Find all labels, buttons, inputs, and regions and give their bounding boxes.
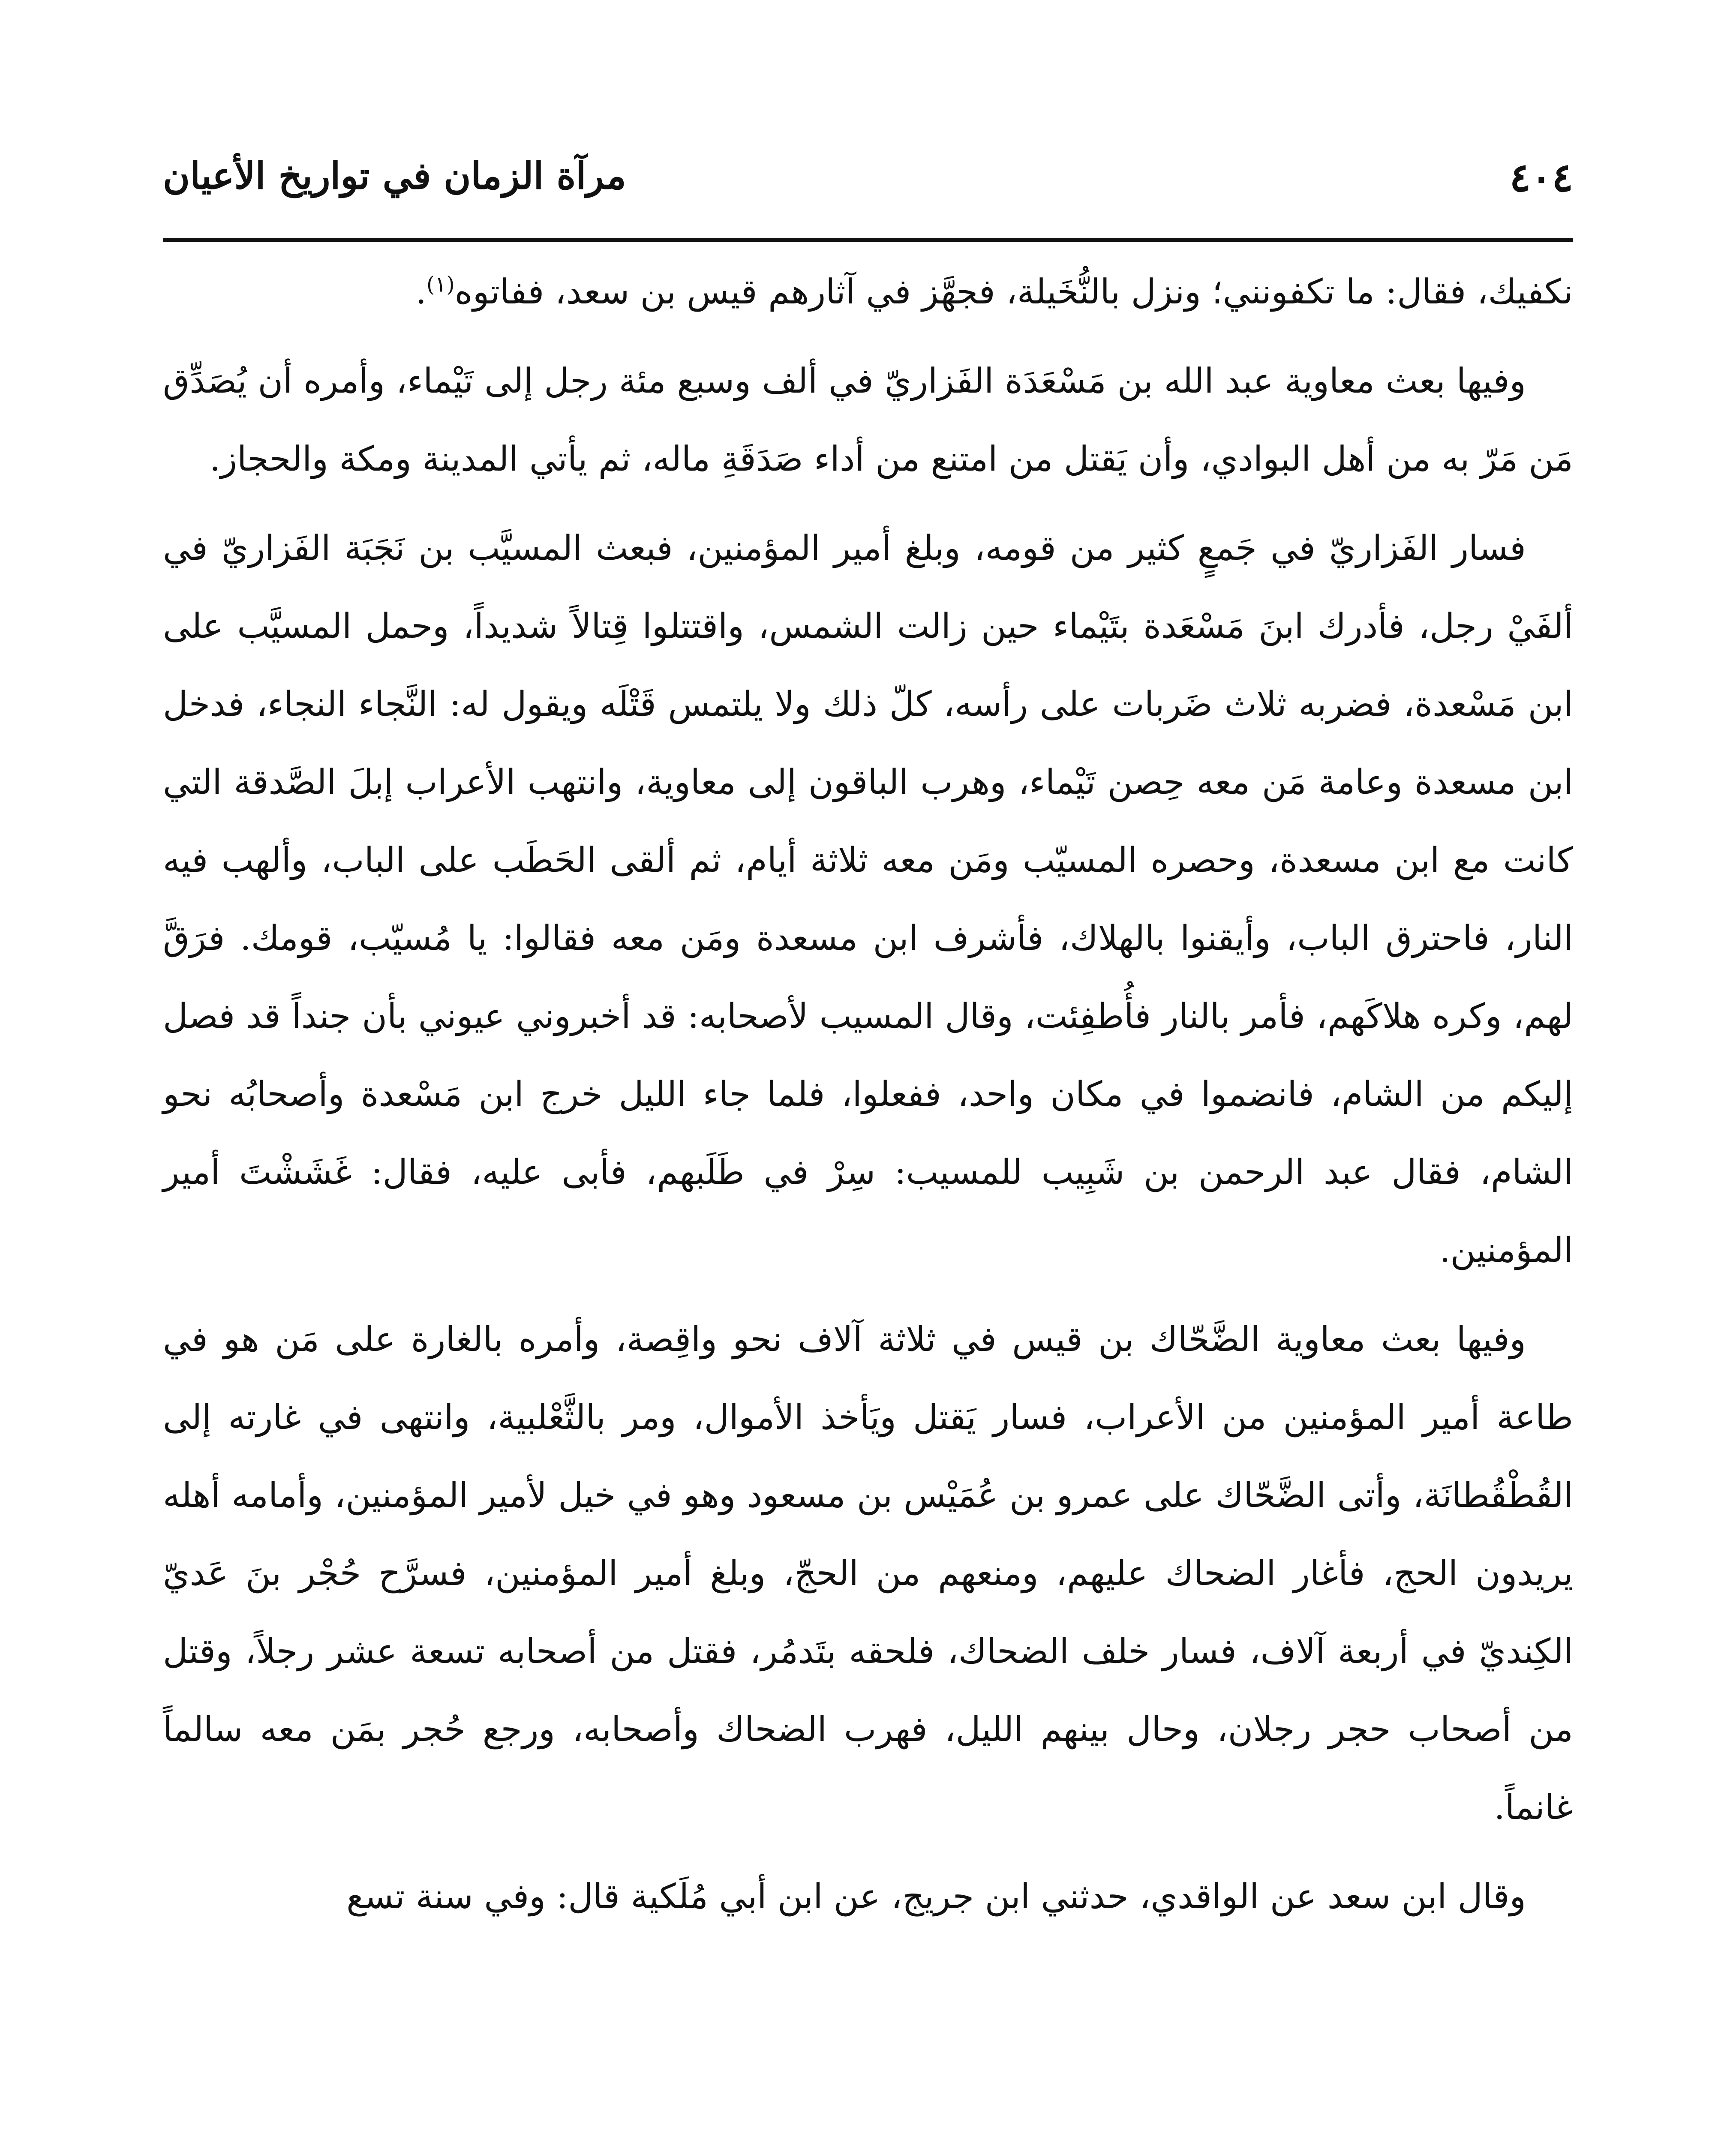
header-divider	[163, 238, 1573, 242]
main-text	[163, 253, 1573, 1936]
book-page	[163, 129, 1573, 2143]
paragraph-tail: .	[415, 272, 426, 312]
running-title: مرآة الزمان في تواريخ الأعيان	[163, 154, 626, 198]
paragraph-text: نكفيك، فقال: ما تكفونني؛ ونزل بالنُّخَيلة، فجهَّز في آثارهم قيس بن سعد، ففاتوه	[454, 272, 1573, 312]
paragraph-4: وفيها بعث معاوية الضَّحّاك بن قيس في ثلاثة آلاف نحو واقِصة، وأمره بالغارة على مَن هو في طاعة أمير المؤمنين من الأعراب، فسار يَقتل ويَأخذ الأموال، ومر بالثَّعْلبية، وانتهى في غارته إلى القُطْقُطانَة، وأتى الضَّحّاك على عمرو بن عُمَيْس بن مسعود وهو في خيل لأمير المؤمنين، وأمامه أهله يريدون الحج، فأغار الضحاك عليهم، ومنعهم من الحجّ، وبلغ أمير المؤمنين، فسرَّح حُجْر بنَ عَديّ الكِنديّ في أربعة آلاف، فسار خلف الضحاك، فلحقه بتَدمُر، فقتل من أصحابه تسعة عشر رجلاً، وقتل من أصحاب حجر رجلان، وحال بينهم الليل، فهرب الضحاك وأصحابه، ورجع حُجر بمَن معه سالماً غانماً.	[163, 1319, 1574, 1827]
page-header	[163, 146, 1573, 210]
paragraph-3: فسار الفَزاريّ في جَمعٍ كثير من قومه، وبلغ أمير المؤمنين، فبعث المسيَّب بن نَجَبَة الفَزاريّ في ألفَيْ رجل، فأدرك ابنَ مَسْعَدة بتَيْماء حين زالت الشمس، واقتتلوا قِتالاً شديداً، وحمل المسيَّب على ابن مَسْعدة، فضربه ثلاث ضَربات على رأسه، كلّ ذلك ولا يلتمس قَتْلَه ويقول له: النَّجاء النجاء، فدخل ابن مسعدة وعامة مَن معه حِصن تَيْماء، وهرب الباقون إلى معاوية، وانتهب الأعراب إبلَ الصَّدقة التي كانت مع ابن مسعدة، وحصره المسيّب ومَن معه ثلاثة أيام، ثم ألقى الحَطَب على الباب، وألهب فيه النار، فاحترق الباب، وأيقنوا بالهلاك، فأشرف ابن مسعدة ومَن معه فقالوا: يا مُسيّب، قومك. فرَقَّ لهم، وكره هلاكَهم، فأمر بالنار فأُطفِئت، وقال المسيب لأصحابه: قد أخبروني عيوني بأن جنداً قد فصل إليكم من الشام، فانضموا في مكان واحد، ففعلوا، فلما جاء الليل خرج ابن مَسْعدة وأصحابُه نحو الشام، فقال عبد الرحمن بن شَبِيب للمسيب: سِرْ في طَلَبهم، فأبى عليه، فقال: غَشَشْتَ أمير المؤمنين.	[163, 528, 1574, 1270]
page-number: ٤٠٤	[1509, 154, 1573, 201]
paragraph-1	[163, 253, 1573, 331]
paragraph-2: وفيها بعث معاوية عبد الله بن مَسْعَدَة الفَزاريّ في ألف وسبع مئة رجل إلى تَيْماء، وأمره أن يُصَدِّق مَن مَرّ به من أهل البوادي، وأن يَقتل من امتنع من أداء صَدَقَةِ ماله، ثم يأتي المدينة ومكة والحجاز.	[163, 361, 1573, 479]
footnote-reference: (١)	[426, 272, 455, 297]
paragraph-5: وقال ابن سعد عن الواقدي، حدثني ابن جريج، عن ابن أبي مُلَكية قال: وفي سنة تسع	[346, 1876, 1526, 1916]
